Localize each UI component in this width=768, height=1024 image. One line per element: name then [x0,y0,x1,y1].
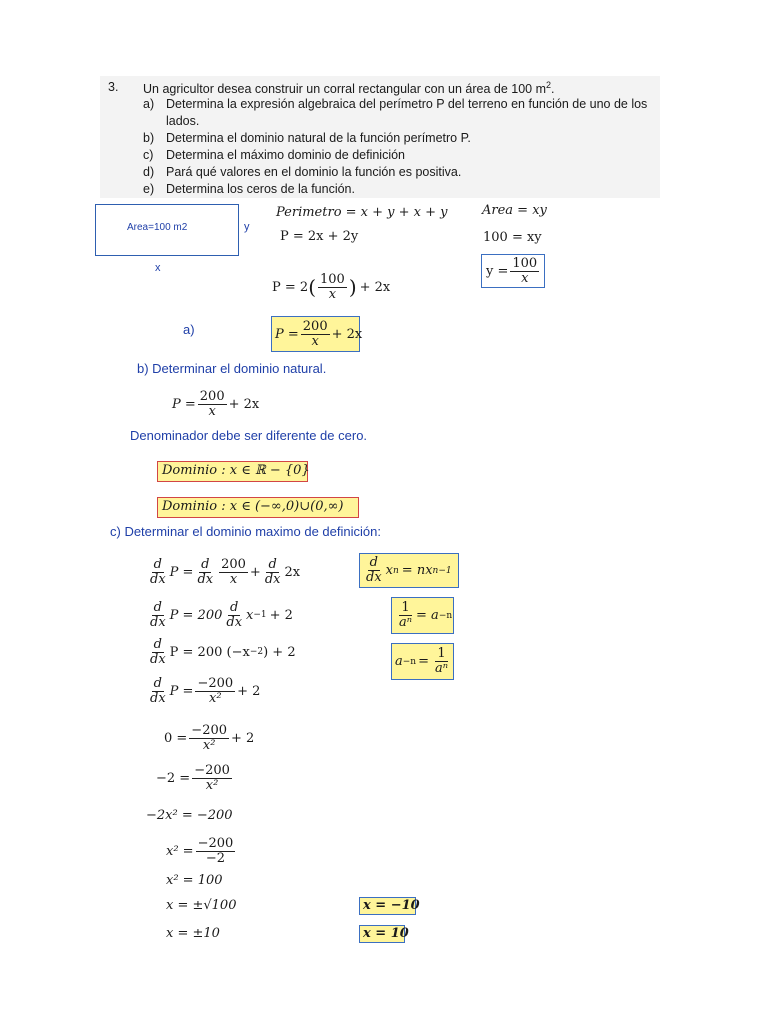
answer-x-positive: x = 10 [363,926,409,941]
p-substitution: P = 2 ( $\frac{100}{x}$ ) + 2x [272,271,391,302]
solve-step-2: −2 = $\frac{-200}{\text{x²}}$ [156,762,230,793]
solve-step-7: x = ±10 [166,926,220,941]
derivative-line-1: $\frac{d}{dx}$ P = $\frac{d}{dx}$ $\frac{200}{x}$ + $\frac{d}{dx}$ 2x [150,556,301,587]
item-e-letter: e) [143,182,155,196]
domain1: Dominio : x ∈ ℝ − {0} [162,463,310,478]
item-d-text: Pará qué valores en el dominio la función es positiva. [166,165,462,179]
perimeter-equation: Perimetro = x + y + x + y [276,205,448,220]
area-label: Area=100 m2 [127,222,188,233]
item-e-text: Determina los ceros de la función. [166,182,355,196]
item-c-text: Determina el máximo dominio de definición [166,148,406,162]
side-y-label: y [244,221,250,233]
solve-step-6: x = ±√100 [166,898,237,913]
problem-intro: Un agricultor desea construir un corral rectangular con un área de 100 $m^2$. [143,80,555,97]
derivative-line-4: $\frac{d}{dx}$ P = $\frac{-200}{\text{x²}}$ + 2 [150,675,261,706]
item-b-letter: b) [143,131,155,145]
part-b-heading: b) Determinar el dominio natural. [137,361,327,376]
y-solution: y = $\frac{100}{x}$ [486,255,538,286]
solve-step-4: x² = $\frac{-200}{-2}$ [166,835,234,866]
derivative-line-2: $\frac{d}{dx}$ P = 200 $\frac{d}{dx}$ x −1 + 2 [150,599,293,630]
solve-step-3: −2x² = −200 [146,808,233,823]
answer-x-negative: x = −10 [363,898,420,913]
reciprocal-rule: a −n = $\frac{1}{\text{aⁿ}}$ [395,646,449,676]
negative-exponent-rule: $\frac{1}{\text{aⁿ}}$ = a −n [399,600,453,630]
derivative-line-3: $\frac{d}{dx}$ P = 200 (−x −2 ) + 2 [150,636,296,667]
item-d-letter: d) [143,165,155,179]
item-a-cont: lados. [166,114,200,128]
problem-number: 3. [108,80,119,94]
solve-step-5: x² = 100 [166,873,223,888]
area-equation: Area = xy [482,203,547,218]
part-c-heading: c) Determinar el dominio maximo de definición: [110,524,381,539]
part-a-result: P = $\frac{200}{x}$ + 2x [275,318,363,349]
perimeter-sum: P = 2x + 2y [280,229,359,244]
item-a-letter: a) [143,97,155,111]
domain2: Dominio : x ∈ (−∞,0)∪(0,∞) [162,499,344,514]
side-x-label: x [155,262,161,274]
part-b-note: Denominador debe ser diferente de cero. [130,428,368,443]
area-value: 100 = xy [483,230,542,245]
item-a-text: Determina la expresión algebraica del perímetro P del terreno en función de uno de los [166,97,648,111]
solve-step-1: 0 = $\frac{-200}{\text{x²}}$ + 2 [164,722,255,753]
part-a-label: a) [183,322,195,337]
power-rule: $\frac{d}{dx}$ x n = nx n−1 [366,555,452,585]
item-c-letter: c) [143,148,154,162]
part-b-equation: P = $\frac{200}{x}$ + 2x [172,388,260,419]
item-b-text: Determina el dominio natural de la función perímetro P. [166,131,471,145]
problem-statement [100,76,660,198]
